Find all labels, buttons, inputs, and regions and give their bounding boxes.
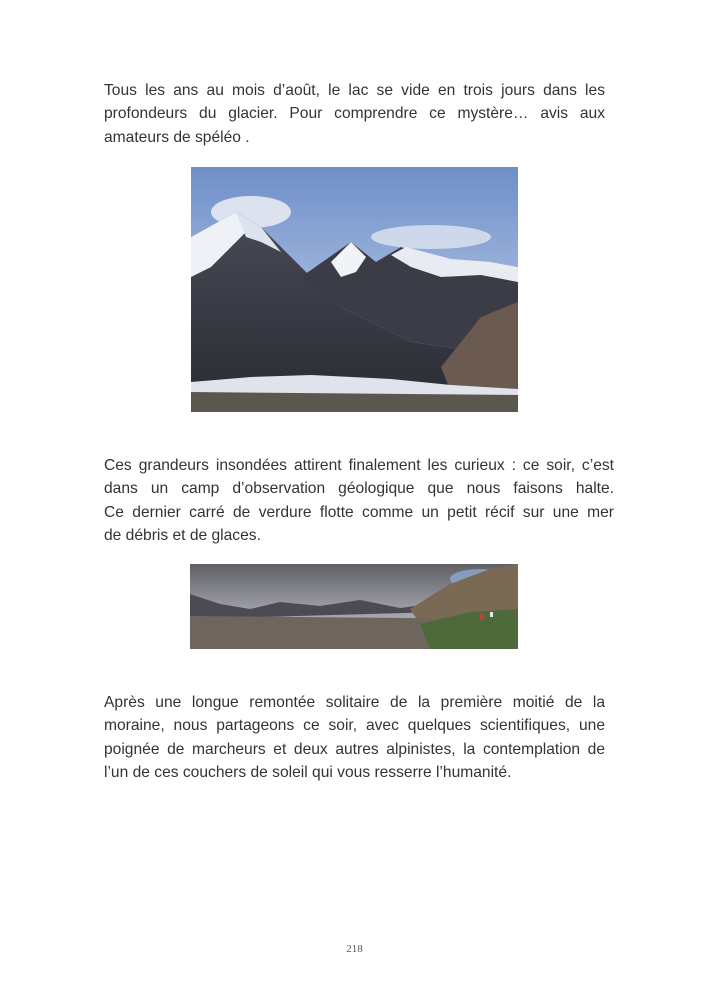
text-line: moraine, nous partageons ce soir, avec quelques scientifiques, une — [104, 717, 605, 735]
paragraph-sunset — [104, 691, 605, 785]
text-line: poignée de marcheurs et deux autres alpinistes, la contemplation de — [104, 740, 605, 758]
text-line: dans un camp d’observation géologique que nous faisons halte. — [104, 480, 614, 498]
text-line: Ces grandeurs insondées attirent finalement les curieux : ce soir, c’est — [104, 457, 614, 474]
text-line: profondeurs du glacier. Pour comprendre ce mystère… avis aux — [104, 105, 605, 123]
text-line: de débris et de glaces. — [104, 527, 261, 545]
text-line: l’un de ces couchers de soleil qui vous resserre l’humanité. — [104, 764, 512, 782]
mountain-glacier-photo — [191, 167, 518, 412]
text-line: Après une longue remontée solitaire de la première moitié de la — [104, 694, 605, 711]
text-line: Ce dernier carré de verdure flotte comme un petit récif sur une mer — [104, 503, 614, 521]
text-line: amateurs de spéléo . — [104, 128, 250, 146]
text-line: Tous les ans au mois d’août, le lac se vide en trois jours dans les — [104, 82, 605, 99]
moraine-panorama-photo — [190, 564, 518, 649]
paragraph-observation-camp — [104, 454, 614, 548]
paragraph-glacier-lake — [104, 79, 605, 149]
page-number: 218 — [346, 943, 363, 955]
